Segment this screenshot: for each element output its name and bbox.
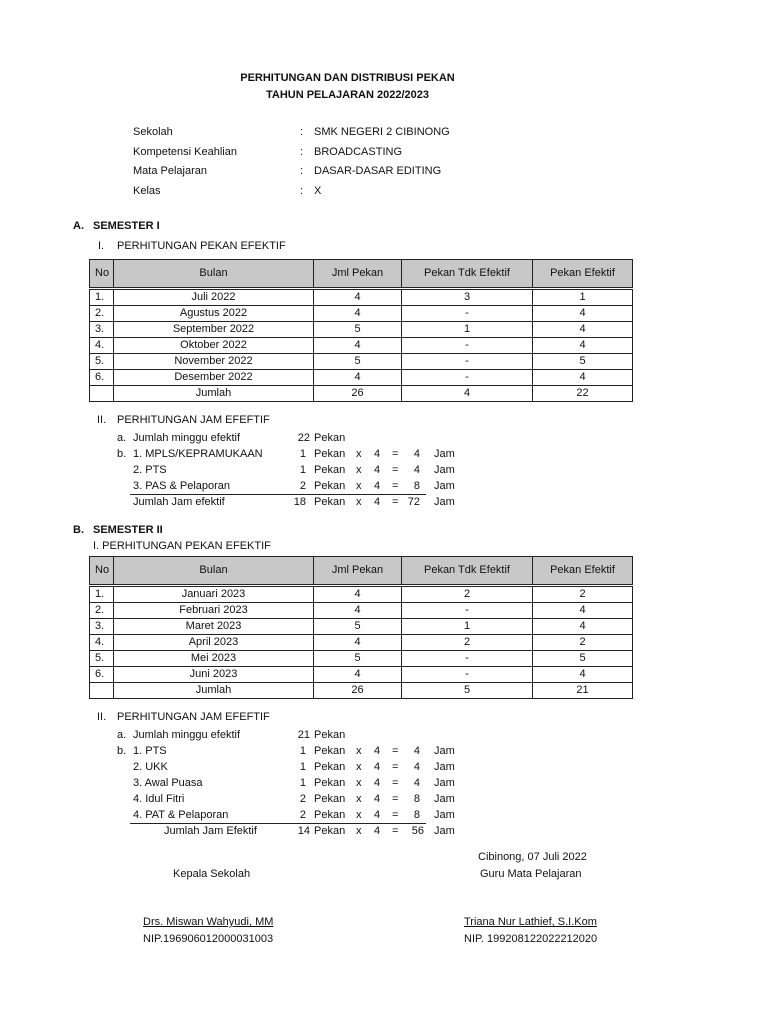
cell: 4 xyxy=(314,290,402,306)
table-row xyxy=(90,667,633,683)
cell: 2 xyxy=(533,587,633,603)
semester2-table xyxy=(89,556,633,699)
hours-jam: Jam xyxy=(434,825,455,837)
cell: - xyxy=(402,338,533,354)
hours-times: x xyxy=(356,777,362,789)
hours-unit: Pekan xyxy=(314,464,346,476)
hours-row xyxy=(0,775,768,791)
column-header: Jml Pekan xyxy=(314,557,402,585)
table-header-row xyxy=(90,260,633,288)
subsection-heading: I. PERHITUNGAN PEKAN EFEKTIF xyxy=(93,540,271,552)
hours-jam: Jam xyxy=(434,809,455,821)
hours-unit: Pekan xyxy=(314,745,346,757)
cell: 4 xyxy=(533,619,633,635)
right-signer-role: Guru Mata Pelajaran xyxy=(480,868,582,880)
table-row xyxy=(90,587,633,603)
cell: - xyxy=(402,306,533,322)
cell: Jumlah xyxy=(114,386,314,402)
cell: 4 xyxy=(533,603,633,619)
cell: 4 xyxy=(314,603,402,619)
left-signer-role: Kepala Sekolah xyxy=(173,868,251,880)
document-title: PERHITUNGAN DAN DISTRIBUSI PEKAN xyxy=(240,72,455,84)
hours-jam: Jam xyxy=(434,777,455,789)
hours-jam: Jam xyxy=(434,745,455,757)
hours-index: b. xyxy=(117,745,127,757)
cell: 1 xyxy=(402,322,533,338)
table-total-row xyxy=(90,683,633,699)
hours-times: x xyxy=(356,761,362,773)
hours-equals: = xyxy=(392,448,399,460)
hours-row xyxy=(0,478,768,494)
cell: 4 xyxy=(533,667,633,683)
hours-times: x xyxy=(356,464,362,476)
cell: November 2022 xyxy=(114,354,314,370)
hours-weeks: 1 xyxy=(299,761,306,773)
hours-weeks: 1 xyxy=(299,464,306,476)
cell: 2 xyxy=(402,587,533,603)
hours-unit: Pekan xyxy=(314,793,346,805)
hours-equals: = xyxy=(392,777,399,789)
cell: 3. xyxy=(90,619,114,635)
cell: 5. xyxy=(90,354,114,370)
cell: - xyxy=(402,667,533,683)
cell: 4 xyxy=(533,306,633,322)
cell: 2 xyxy=(533,635,633,651)
hours-jam: Jam xyxy=(434,761,455,773)
hours-row xyxy=(0,807,768,823)
table-row xyxy=(90,635,633,651)
hours-index: b. xyxy=(117,448,127,460)
hours-times: x xyxy=(356,809,362,821)
hours-multiplier: 4 xyxy=(374,777,381,789)
hours-times: x xyxy=(356,448,362,460)
hours-weeks: 18 xyxy=(293,496,306,508)
hours-weeks: 2 xyxy=(299,793,306,805)
cell: Mei 2023 xyxy=(114,651,314,667)
cell xyxy=(90,683,114,699)
hours-result: 4 xyxy=(413,745,420,757)
hours-jam: Jam xyxy=(434,793,455,805)
hours-unit: Pekan xyxy=(314,729,346,741)
table-row xyxy=(90,354,633,370)
cell: 5 xyxy=(533,354,633,370)
hours-equals: = xyxy=(392,480,399,492)
info-sep: : xyxy=(300,126,304,138)
cell: 4. xyxy=(90,338,114,354)
hours-weeks: 1 xyxy=(299,745,306,757)
hours-label: Jumlah Jam efektif xyxy=(133,496,225,508)
cell: 5 xyxy=(533,651,633,667)
hours-jam: Jam xyxy=(434,464,455,476)
hours-total-row xyxy=(0,823,768,839)
info-label: Mata Pelajaran xyxy=(133,165,207,177)
hours-equals: = xyxy=(392,761,399,773)
column-header: No xyxy=(90,557,114,585)
info-value: X xyxy=(314,185,322,197)
subsection-number: II. xyxy=(97,414,107,426)
info-sep: : xyxy=(300,165,304,177)
hours-times: x xyxy=(356,496,362,508)
section-heading: SEMESTER II xyxy=(93,524,163,536)
column-header: Pekan Tdk Efektif xyxy=(402,260,533,288)
cell: 1. xyxy=(90,587,114,603)
hours-label: 1. MPLS/KEPRAMUKAAN xyxy=(133,448,263,460)
hours-jam: Jam xyxy=(434,496,455,508)
cell: - xyxy=(402,370,533,386)
hours-result: 72 xyxy=(407,496,420,508)
subsection-number: II. xyxy=(97,711,107,723)
hours-weeks: 22 xyxy=(297,432,310,444)
cell: 4 xyxy=(314,306,402,322)
info-sep: : xyxy=(300,146,304,158)
subsection-number: I. xyxy=(98,240,105,252)
cell: Desember 2022 xyxy=(114,370,314,386)
cell: - xyxy=(402,603,533,619)
signature-place-date: Cibinong, 07 Juli 2022 xyxy=(478,851,587,863)
table-total-row xyxy=(90,386,633,402)
cell: 1 xyxy=(402,619,533,635)
cell: 6. xyxy=(90,370,114,386)
section-heading: SEMESTER I xyxy=(93,220,160,232)
hours-multiplier: 4 xyxy=(374,745,381,757)
section-letter: A. xyxy=(73,220,84,232)
hours-unit: Pekan xyxy=(314,480,346,492)
hours-unit: Pekan xyxy=(314,432,346,444)
cell: 2. xyxy=(90,603,114,619)
cell: 26 xyxy=(314,386,402,402)
hours-index: a. xyxy=(117,729,127,741)
info-sep: : xyxy=(300,185,304,197)
table-header-row xyxy=(90,557,633,585)
hours-result: 56 xyxy=(411,825,424,837)
semester1-table xyxy=(89,259,633,402)
cell: 5. xyxy=(90,651,114,667)
hours-result: 4 xyxy=(413,777,420,789)
table-row xyxy=(90,338,633,354)
table-row xyxy=(90,370,633,386)
right-signer-name: Triana Nur Lathief, S.I.Kom xyxy=(464,916,597,928)
hours-label: 2. UKK xyxy=(133,761,168,773)
hours-index: a. xyxy=(117,432,127,444)
table-row xyxy=(90,290,633,306)
hours-weeks: 21 xyxy=(297,729,310,741)
hours-label: 4. Idul Fitri xyxy=(133,793,185,805)
hours-label: 3. Awal Puasa xyxy=(133,777,203,789)
section-letter: B. xyxy=(73,524,84,536)
hours-result: 8 xyxy=(413,480,420,492)
cell: 5 xyxy=(314,322,402,338)
hours-label: 4. PAT & Pelaporan xyxy=(133,809,229,821)
hours-label: 1. PTS xyxy=(133,745,167,757)
cell: 21 xyxy=(533,683,633,699)
hours-multiplier: 4 xyxy=(374,825,381,837)
hours-unit: Pekan xyxy=(314,761,346,773)
cell: 4 xyxy=(314,370,402,386)
cell: Juli 2022 xyxy=(114,290,314,306)
cell: 4 xyxy=(314,587,402,603)
cell: 1. xyxy=(90,290,114,306)
hours-weeks: 14 xyxy=(297,825,310,837)
hours-label: Jumlah Jam Efektif xyxy=(164,825,257,837)
table-row xyxy=(90,651,633,667)
cell xyxy=(90,386,114,402)
hours-times: x xyxy=(356,480,362,492)
hours-result: 4 xyxy=(413,761,420,773)
hours-row xyxy=(0,759,768,775)
hours-row xyxy=(0,446,768,462)
cell: Jumlah xyxy=(114,683,314,699)
info-label: Sekolah xyxy=(133,126,173,138)
hours-multiplier: 4 xyxy=(374,480,381,492)
hours-equals: = xyxy=(392,745,399,757)
cell: Januari 2023 xyxy=(114,587,314,603)
cell: Februari 2023 xyxy=(114,603,314,619)
column-header: Pekan Efektif xyxy=(533,557,633,585)
hours-multiplier: 4 xyxy=(374,761,381,773)
hours-label: Jumlah minggu efektif xyxy=(133,729,240,741)
right-signer-nip: NIP. 199208122022212020 xyxy=(464,933,598,945)
column-header: Jml Pekan xyxy=(314,260,402,288)
hours-weeks: 1 xyxy=(299,777,306,789)
cell: - xyxy=(402,651,533,667)
hours-result: 8 xyxy=(413,809,420,821)
hours-equals: = xyxy=(392,809,399,821)
cell: 1 xyxy=(533,290,633,306)
cell: 6. xyxy=(90,667,114,683)
hours-row xyxy=(0,727,768,743)
hours-equals: = xyxy=(392,793,399,805)
hours-equals: = xyxy=(392,464,399,476)
cell: 5 xyxy=(314,354,402,370)
info-value: SMK NEGERI 2 CIBINONG xyxy=(314,126,450,138)
info-value: DASAR-DASAR EDITING xyxy=(314,165,442,177)
hours-unit: Pekan xyxy=(314,809,346,821)
hours-multiplier: 4 xyxy=(374,809,381,821)
column-header: No xyxy=(90,260,114,288)
cell: Juni 2023 xyxy=(114,667,314,683)
hours-row xyxy=(0,743,768,759)
column-header: Pekan Efektif xyxy=(533,260,633,288)
cell: 4. xyxy=(90,635,114,651)
hours-multiplier: 4 xyxy=(374,448,381,460)
hours-weeks: 2 xyxy=(299,480,306,492)
cell: 3. xyxy=(90,322,114,338)
hours-weeks: 1 xyxy=(299,448,306,460)
hours-jam: Jam xyxy=(434,480,455,492)
left-signer-nip: NIP.196906012000031003 xyxy=(143,933,274,945)
info-value: BROADCASTING xyxy=(314,146,403,158)
subsection-heading: PERHITUNGAN JAM EFEFTIF xyxy=(117,414,270,426)
hours-equals: = xyxy=(392,496,399,508)
cell: 4 xyxy=(402,386,533,402)
hours-jam: Jam xyxy=(434,448,455,460)
hours-total-row xyxy=(0,494,768,510)
cell: 5 xyxy=(314,651,402,667)
hours-result: 4 xyxy=(413,448,420,460)
cell: September 2022 xyxy=(114,322,314,338)
column-header: Pekan Tdk Efektif xyxy=(402,557,533,585)
hours-unit: Pekan xyxy=(314,825,346,837)
hours-row xyxy=(0,462,768,478)
table-row xyxy=(90,619,633,635)
cell: 2 xyxy=(402,635,533,651)
hours-label: 3. PAS & Pelaporan xyxy=(133,480,231,492)
table-row xyxy=(90,306,633,322)
hours-multiplier: 4 xyxy=(374,464,381,476)
hours-times: x xyxy=(356,793,362,805)
hours-times: x xyxy=(356,745,362,757)
hours-times: x xyxy=(356,825,362,837)
info-label: Kelas xyxy=(133,185,161,197)
hours-result: 8 xyxy=(413,793,420,805)
cell: 3 xyxy=(402,290,533,306)
hours-weeks: 2 xyxy=(299,809,306,821)
hours-equals: = xyxy=(392,825,399,837)
document-subtitle: TAHUN PELAJARAN 2022/2023 xyxy=(265,89,430,101)
hours-unit: Pekan xyxy=(314,496,346,508)
cell: 26 xyxy=(314,683,402,699)
hours-multiplier: 4 xyxy=(374,793,381,805)
cell: 4 xyxy=(314,635,402,651)
column-header: Bulan xyxy=(114,557,314,585)
hours-unit: Pekan xyxy=(314,448,346,460)
hours-unit: Pekan xyxy=(314,777,346,789)
hours-label: Jumlah minggu efektif xyxy=(133,432,240,444)
info-label: Kompetensi Keahlian xyxy=(133,146,237,158)
cell: Oktober 2022 xyxy=(114,338,314,354)
subsection-heading: PERHITUNGAN PEKAN EFEKTIF xyxy=(117,240,286,252)
cell: 5 xyxy=(314,619,402,635)
hours-multiplier: 4 xyxy=(374,496,381,508)
column-header: Bulan xyxy=(114,260,314,288)
cell: 2. xyxy=(90,306,114,322)
left-signer-name: Drs. Miswan Wahyudi, MM xyxy=(143,916,274,928)
cell: 4 xyxy=(314,667,402,683)
cell: 22 xyxy=(533,386,633,402)
cell: 4 xyxy=(533,370,633,386)
hours-row xyxy=(0,430,768,446)
cell: 5 xyxy=(402,683,533,699)
table-row xyxy=(90,603,633,619)
cell: 4 xyxy=(533,322,633,338)
cell: - xyxy=(402,354,533,370)
subsection-heading: PERHITUNGAN JAM EFEFTIF xyxy=(117,711,270,723)
cell: 4 xyxy=(314,338,402,354)
hours-label: 2. PTS xyxy=(133,464,167,476)
hours-row xyxy=(0,791,768,807)
cell: Maret 2023 xyxy=(114,619,314,635)
cell: 4 xyxy=(533,338,633,354)
cell: Agustus 2022 xyxy=(114,306,314,322)
table-row xyxy=(90,322,633,338)
cell: April 2023 xyxy=(114,635,314,651)
hours-result: 4 xyxy=(413,464,420,476)
